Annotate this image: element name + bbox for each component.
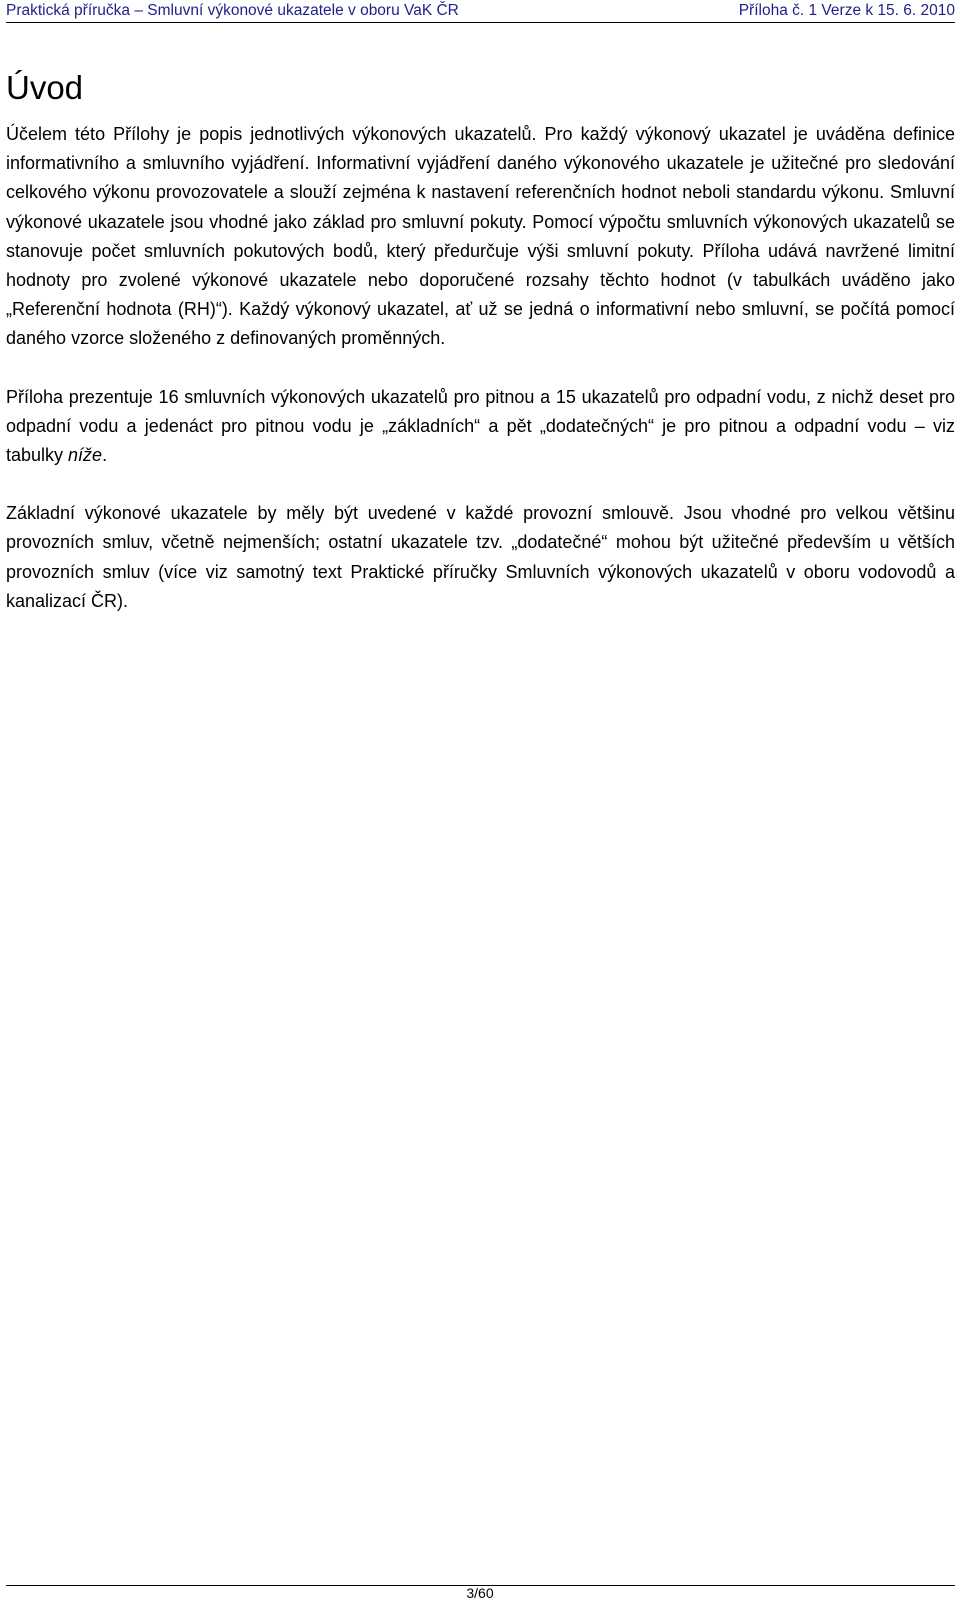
page-number: 3/60	[466, 1585, 494, 1601]
header-appendix-version: Příloha č. 1 Verze k 15. 6. 2010	[738, 2, 955, 19]
section-heading: Úvod	[6, 69, 84, 106]
page-header	[6, 0, 955, 23]
paragraph-basic-indicators: Základní výkonové ukazatele by měly být uvedené v každé provozní smlouvě. Jsou vhodné pro velkou většinu provozních smluv, včetně nejmenších; ostatní ukazatele tzv. „dodatečné“ mohou být užitečné především u větších provozních smluv (více viz samotný text Praktické příručky Smluvních výkonových ukazatelů v oboru vodovodů a kanalizací ČR).	[6, 503, 955, 611]
paragraph-intro: Účelem této Přílohy je popis jednotlivých výkonových ukazatelů. Pro každý výkonový ukazatel je uváděna definice informativního a smluvního vyjádření. Informativní vyjádření daného výkonového ukazatele je užitečné pro sledování celkového výkonu provozovatele a slouží zejména k nastavení referenčních hodnot neboli standardu výkonu. Smluvní výkonové ukazatele jsou vhodné jako základ pro smluvní pokuty. Pomocí výpočtu smluvních výkonových ukazatelů se stanovuje počet smluvních pokutových bodů, který předurčuje výši smluvní pokuty. Příloha udává navržené limitní hodnoty pro zvolené výkonové ukazatele nebo doporučené rozsahy těchto hodnot (v tabulkách uváděno jako „Referenční hodnota (RH)“). Každý výkonový ukazatel, ať už se jedná o informativní nebo smluvní, se počítá pomocí daného vzorce složeného z definovaných proměnných.	[6, 124, 955, 349]
paragraph-indicator-counts-emphasis: níže	[68, 445, 103, 466]
document-body	[6, 120, 955, 616]
paragraph-indicator-counts-text: Příloha prezentuje 16 smluvních výkonových ukazatelů pro pitnou a 15 ukazatelů pro odpadní vodu, z nichž deset pro odpadní vodu a jedenáct pro pitnou vodu je „základních“ a pět „dodatečných“ je pro pitnou a odpadní vodu – viz tabulky	[6, 386, 955, 466]
paragraph-indicator-counts	[6, 383, 955, 471]
paragraph-indicator-counts-end: .	[102, 445, 108, 466]
header-title: Praktická příručka – Smluvní výkonové ukazatele v oboru VaK ČR	[6, 2, 459, 19]
